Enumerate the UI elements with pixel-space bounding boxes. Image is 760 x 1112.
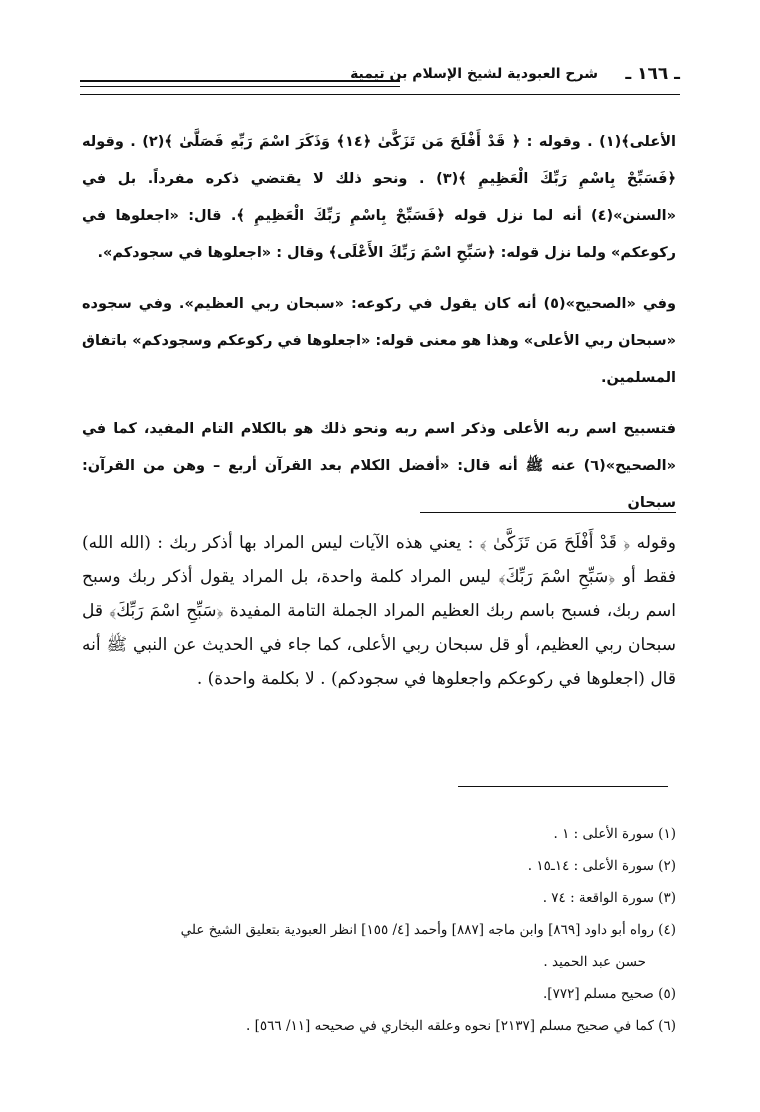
header-rule [80,86,400,87]
footnote: (٣) سورة الواقعة : ٧٤ . [542,890,676,906]
running-head [80,62,680,96]
footnotes [82,818,676,1042]
header-divider [80,94,680,95]
footnote: (٤) رواه أبو داود [٨٦٩] وابن ماجه [٨٨٧] وأحمد [٤/ ١٥٥] انظر العبودية بتعليق الشيخ علي [180,922,676,938]
running-title: شرح العبودية لشيخ الإسلام بن تيمية [350,66,598,82]
footnote: (٦) كما في صحيح مسلم [٢١٣٧] نحوه وعلقه البخاري في صحيحه [١١/ ٥٦٦] . [246,1018,676,1034]
header-rule [80,80,400,82]
main-paragraph: فتسبيح اسم ربه الأعلى وذكر اسم ربه ونحو ذلك هو بالكلام التام المفيد، كما في «الصحيح»(٦) عنه ﷺ أنه قال: «أفضل الكلام بعد القرآن أربع – وهن من القرآن: سبحان [82,421,676,511]
footnote: (٢) سورة الأعلى : ١٤ـ١٥ . [527,858,676,874]
footnote: (١) سورة الأعلى : ١ . [553,826,676,842]
footnote-divider [458,786,668,787]
commentary-text [82,526,676,696]
commentary-paragraph: وقوله ﴿ قَدْ أَفْلَحَ مَن تَزَكَّىٰ ﴾ : يعني هذه الآيات ليس المراد بها أذكر ربك : (الله الله) فقط أو ﴿سَبِّحِ اسْمَ رَبِّكَ﴾ ليس المراد كلمة واحدة، بل المراد يقول أذكر ربك وسبح اسم ربك، فسبح باسم ربك العظيم المراد الجملة التامة المفيدة ﴿سَبِّحِ اسْمَ رَبِّكَ﴾ قل سبحان ربي العظيم، أو قل سبحان ربي الأعلى، كما جاء في الحديث عن النبي ﷺ أنه قال (اجعلوها في ركوعكم واجعلوها في سجودكم) . لا بكلمة واحدة) . [82,533,676,689]
main-paragraph: الأعلى﴾(١) . وقوله : ﴿ قَدْ أَفْلَحَ مَن تَزَكَّىٰ ﴿١٤﴾ وَذَكَرَ اسْمَ رَبِّهِ فَصَلَّىٰ ﴾(٢) . وقوله ﴿فَسَبِّحْ بِاسْمِ رَبِّكَ الْعَظِيمِ ﴾(٣) . ونحو ذلك لا يقتضي ذكره مفرداً. بل في «السنن»(٤) أنه لما نزل قوله ﴿فَسَبِّحْ بِاسْمِ رَبِّكَ الْعَظِيمِ ﴾. قال: «اجعلوها في ركوعكم» ولما نزل قوله: ﴿سَبِّحِ اسْمَ رَبِّكَ الأَعْلَى﴾ وقال : «اجعلوها في سجودكم». [82,134,676,261]
main-paragraph: وفي «الصحيح»(٥) أنه كان يقول في ركوعه: «سبحان ربي العظيم». وفي سجوده «سبحان ربي الأعلى» وهذا هو معنى قوله: «اجعلوها في ركوعكم وسجودكم» باتفاق المسلمين. [82,296,676,386]
footnote: (٥) صحيح مسلم [٧٧٢]. [543,986,676,1002]
page-number: ـ ١٦٦ ـ [625,64,680,84]
section-divider [420,512,676,513]
main-text [82,124,676,522]
footnote-continuation: حسن عبد الحميد . [543,954,646,970]
